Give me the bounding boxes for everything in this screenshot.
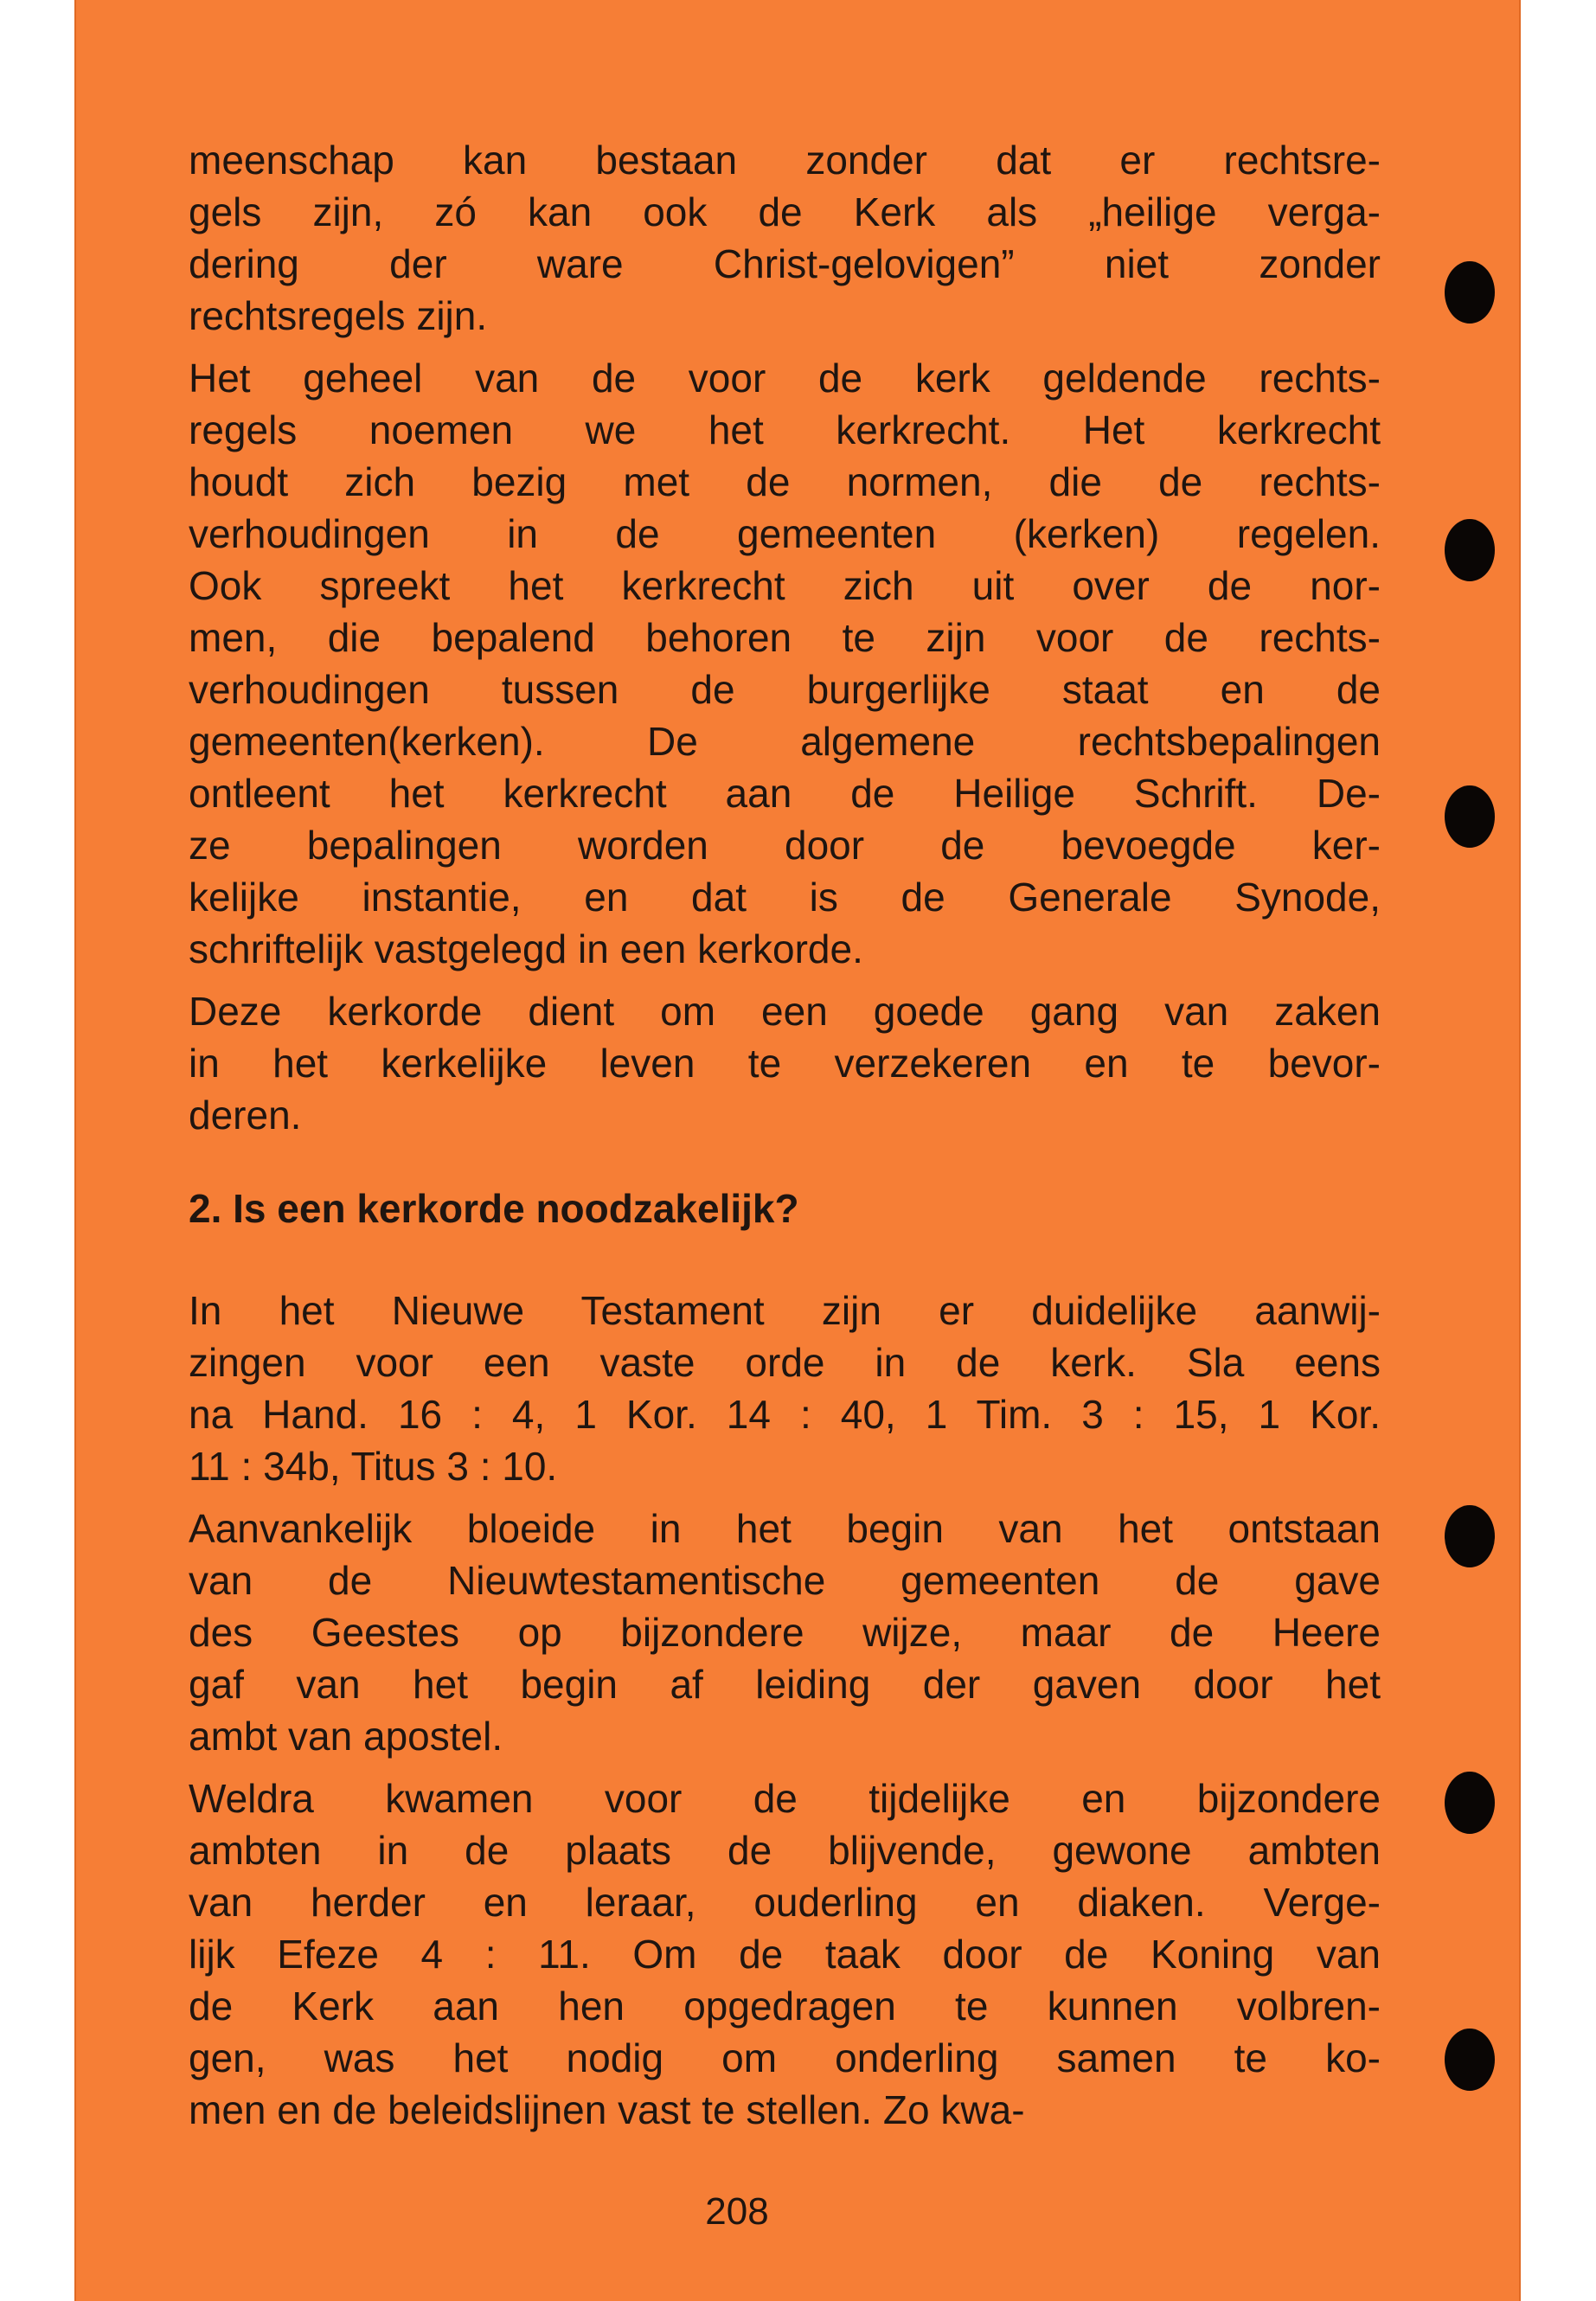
text-line: gels zijn, zó kan ook de Kerk als „heilige verga-: [189, 189, 1381, 234]
text-line: verhoudingen tussen de burgerlijke staat en de: [189, 667, 1381, 712]
text-line: Het geheel van de voor de kerk geldende rechts-: [189, 356, 1381, 401]
punch-hole: [1445, 2029, 1495, 2091]
text-line: gaf van het begin af leiding der gaven door het: [189, 1662, 1381, 1707]
punch-hole: [1445, 1505, 1495, 1567]
text-line: schriftelijk vastgelegd in een kerkorde.: [189, 926, 863, 971]
text-line: rechtsregels zijn.: [189, 293, 488, 338]
section-before-heading: [189, 134, 1381, 1141]
text-line: van herder en leraar, ouderling en diaken. Verge-: [189, 1880, 1381, 1925]
paragraph: [189, 1503, 1381, 1762]
book-page: [74, 0, 1521, 2301]
text-line: de Kerk aan hen opgedragen te kunnen volbren-: [189, 1984, 1381, 2029]
text-line: ontleent het kerkrecht aan de Heilige Schrift. De-: [189, 771, 1381, 816]
text-line: verhoudingen in de gemeenten (kerken) regelen.: [189, 511, 1381, 556]
text-line: in het kerkelijke leven te verzekeren en te bevor-: [189, 1041, 1381, 1086]
text-line: In het Nieuwe Testament zijn er duidelijke aanwij-: [189, 1288, 1381, 1333]
text-line: regels noemen we het kerkrecht. Het kerkrecht: [189, 407, 1381, 452]
text-line: des Geestes op bijzondere wijze, maar de Heere: [189, 1610, 1381, 1655]
text-line: lijk Efeze 4 : 11. Om de taak door de Koning van: [189, 1932, 1381, 1977]
text-line: Weldra kwamen voor de tijdelijke en bijzondere: [189, 1776, 1381, 1821]
section-after-heading: [189, 1285, 1381, 2136]
text-line: zingen voor een vaste orde in de kerk. Sla eens: [189, 1340, 1381, 1385]
page-number: 208: [705, 2190, 769, 2233]
text-line: Aanvankelijk bloeide in het begin van het ontstaan: [189, 1506, 1381, 1551]
paragraph: [189, 1772, 1381, 2136]
body-text: [189, 134, 1381, 2146]
punch-hole: [1445, 519, 1495, 581]
paragraph: [189, 134, 1381, 342]
paragraph: [189, 1285, 1381, 1492]
text-line: ambten in de plaats de blijvende, gewone ambten: [189, 1828, 1381, 1873]
punch-hole: [1445, 261, 1495, 324]
text-line: na Hand. 16 : 4, 1 Kor. 14 : 40, 1 Tim. 3 : 15, 1 Kor.: [189, 1392, 1381, 1437]
text-line: Deze kerkorde dient om een goede gang van zaken: [189, 989, 1381, 1034]
text-line: dering der ware Christ-gelovigen” niet zonder: [189, 241, 1381, 286]
text-line: kelijke instantie, en dat is de Generale Synode,: [189, 875, 1381, 920]
text-line: gemeenten(kerken). De algemene rechtsbepalingen: [189, 719, 1381, 764]
section-heading: 2. Is een kerkorde noodzakelijk?: [189, 1186, 799, 1231]
text-line: ambt van apostel.: [189, 1714, 503, 1759]
text-line: gen, was het nodig om onderling samen te ko-: [189, 2035, 1381, 2080]
paragraph: [189, 352, 1381, 975]
punch-hole: [1445, 1772, 1495, 1834]
paragraph: [189, 985, 1381, 1141]
text-line: men en de beleidslijnen vast te stellen. Zo kwa-: [189, 2087, 1025, 2132]
text-line: meenschap kan bestaan zonder dat er rechtsre-: [189, 138, 1381, 183]
text-line: Ook spreekt het kerkrecht zich uit over de nor-: [189, 563, 1381, 608]
text-line: van de Nieuwtestamentische gemeenten de gave: [189, 1558, 1381, 1603]
text-line: 11 : 34b, Titus 3 : 10.: [189, 1444, 558, 1489]
text-line: men, die bepalend behoren te zijn voor de rechts-: [189, 615, 1381, 660]
text-line: deren.: [189, 1093, 302, 1138]
punch-hole: [1445, 785, 1495, 848]
text-line: houdt zich bezig met de normen, die de rechts-: [189, 459, 1381, 504]
text-line: ze bepalingen worden door de bevoegde ker-: [189, 823, 1381, 868]
